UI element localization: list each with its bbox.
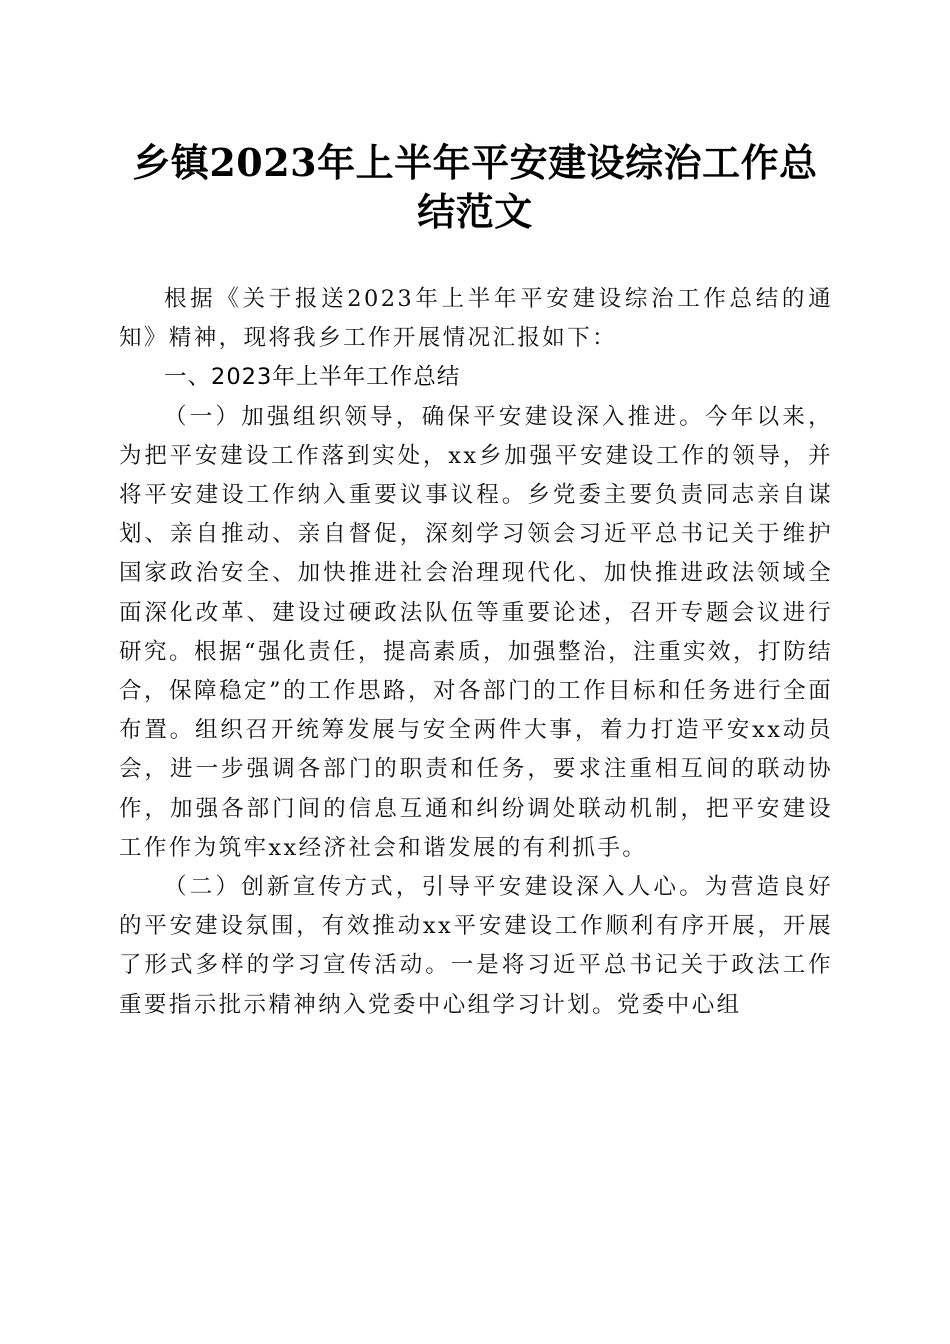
intro-paragraph: 根据《关于报送2023年上半年平安建设综治工作总结的通知》精神，现将我乡工作开展情况汇报如下： bbox=[119, 286, 833, 352]
section-heading: 一、2023年上半年工作总结 bbox=[164, 364, 461, 391]
body-paragraph-1: （一）加强组织领导，确保平安建设深入推进。今年以来，为把平安建设工作落到实处，xx乡加强平安建设工作的领导，并将平安建设工作纳入重要议事议程。乡党委主要负责同志亲自谋划、亲自推动、亲自督促，深刻学习领会习近平总书记关于维护国家政治安全、加快推进社会治理现代化、加快推进政法领域全面深化改革、建设过硬政法队伍等重要论述，召开专题会议进行研究。根据“强化责任，提高素质，加强整治，注重实效，打防结合，保障稳定”的工作思路，对各部门的工作目标和任务进行全面布置。组织召开统筹发展与安全两件大事，着力打造平安xx动员会，进一步强调各部门的职责和任务，要求注重相互间的联动协作，加强各部门间的信息互通和纠纷调处联动机制，把平安建设工作作为筑牢xx经济社会和谐发展的有利抓手。 bbox=[119, 403, 833, 861]
document-title: 乡镇2023年上半年平安建设综治工作总结范文 bbox=[132, 140, 818, 234]
document-body bbox=[119, 280, 833, 1025]
body-paragraph-2: （二）创新宣传方式，引导平安建设深入人心。为营造良好的平安建设氛围，有效推动xx平安建设工作顺利有序开展，开展了形式多样的学习宣传活动。一是将习近平总书记关于政法工作重要指示批示精神纳入党委中心组学习计划。党委中心组 bbox=[119, 874, 833, 1018]
